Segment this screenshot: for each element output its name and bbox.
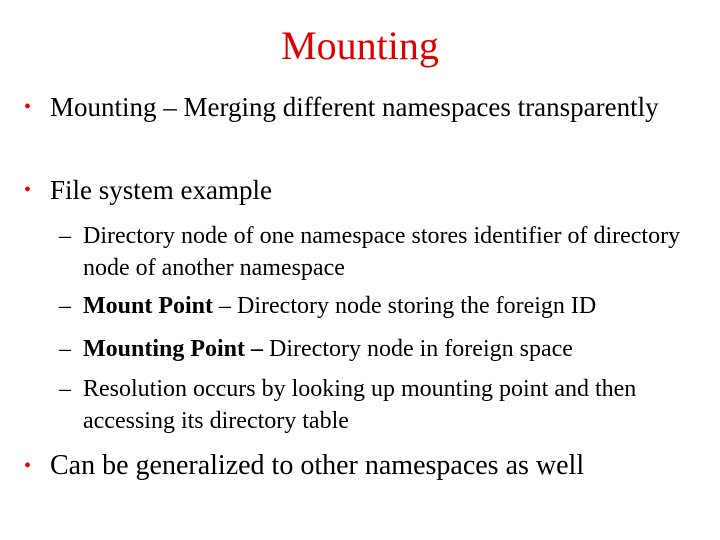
sub-bullet-term: Mounting Point – — [83, 336, 264, 362]
slide-title: Mounting — [281, 23, 439, 68]
sub-bullet-text: – Directory node storing the foreign ID — [213, 293, 597, 319]
sub-bullet-marker: – — [59, 223, 71, 249]
bullet-item — [24, 89, 690, 126]
sub-bullet-text: Directory node of one namespace stores identifier of directory node of another namespace — [83, 223, 681, 281]
sub-bullet-marker: – — [59, 293, 71, 319]
sub-bullet-text: Directory node in foreign space — [263, 336, 573, 362]
bullet-item — [24, 172, 690, 209]
bullet-marker: • — [24, 455, 32, 477]
sub-bullet-text: Resolution occurs by looking up mounting point and then accessing its directory table — [83, 376, 637, 434]
sub-bullet-marker: – — [59, 336, 71, 362]
bullet-text: Can be generalized to other namespaces as well — [50, 450, 585, 481]
sub-bullet-item — [59, 373, 703, 437]
bullet-text: File system example — [50, 175, 272, 205]
bullet-marker: • — [24, 96, 32, 118]
sub-bullet-item — [59, 333, 703, 365]
sub-bullet-marker: – — [59, 376, 71, 402]
bullet-marker: • — [24, 179, 32, 201]
sub-bullet-term: Mount Point — [83, 293, 214, 319]
sub-bullet-item — [59, 220, 703, 284]
bullet-text: Mounting – Merging different namespaces transparently — [50, 92, 659, 122]
sub-bullet-item — [59, 290, 703, 322]
bullet-item — [24, 447, 690, 484]
